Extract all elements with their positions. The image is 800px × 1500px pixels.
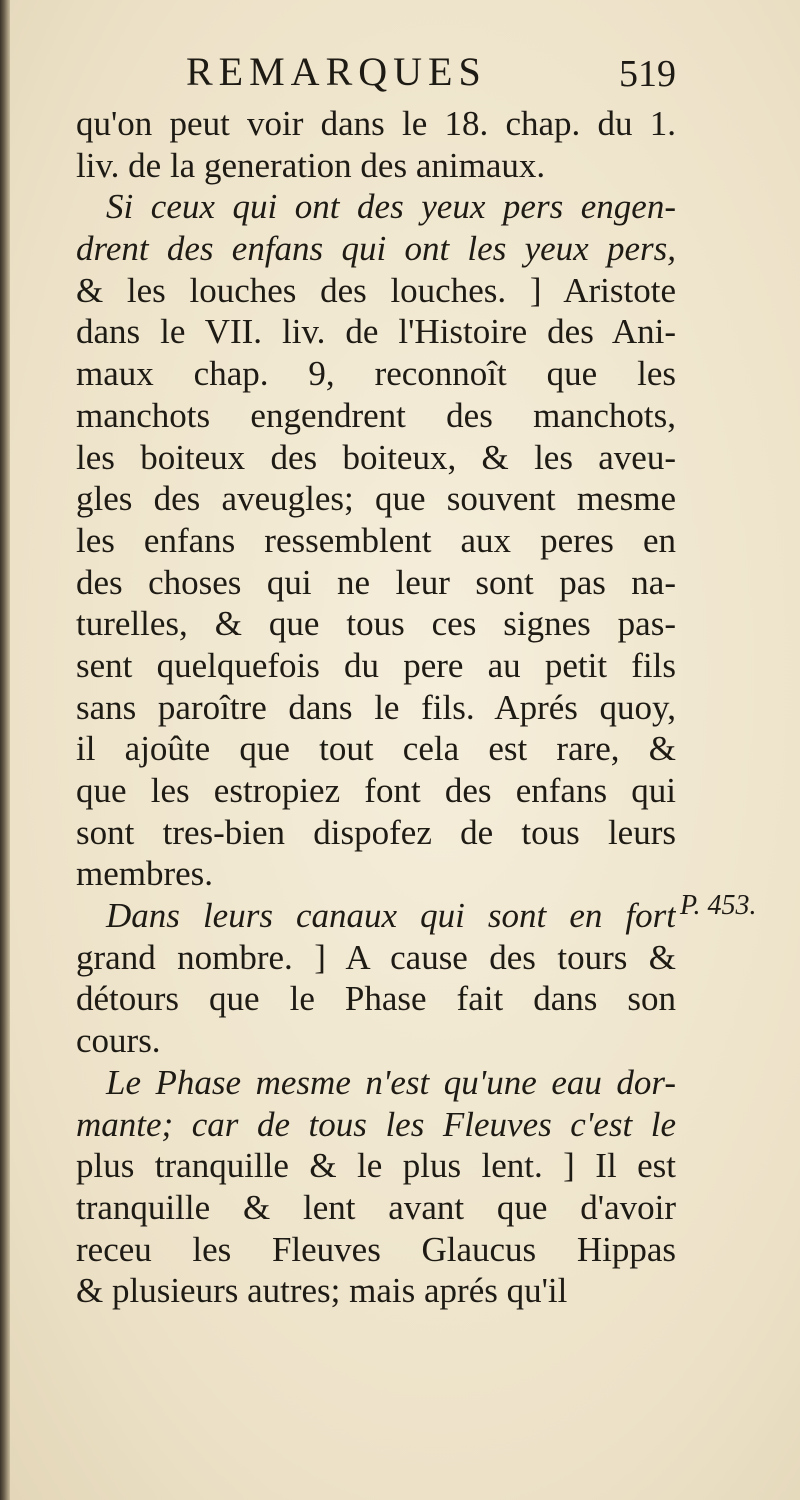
text-line: détours que le Phase fait dans son	[76, 979, 676, 1019]
text-line: grand nombre. ] A cause des tours &	[76, 937, 676, 977]
margin-note: P. 453.	[680, 890, 757, 921]
text-line: des choses qui ne leur sont pas na-	[76, 562, 676, 602]
text-line: dans le VII. liv. de l'Histoire des Ani-	[76, 312, 676, 352]
text-line: sans paroître dans le fils. Aprés quoy,	[76, 687, 676, 727]
text-line: cours.	[76, 1021, 161, 1061]
binding-gutter	[0, 0, 10, 1500]
text-line: manchots engendrent des manchots,	[76, 395, 676, 435]
text-line: que les estropiez font des enfans qui	[76, 771, 676, 810]
page-header	[76, 44, 676, 104]
text-line: gles des aveugles; que souvent mesme	[76, 479, 676, 519]
text-line: les enfans ressemblent aux peres en	[76, 520, 676, 560]
text-line: il ajoûte que tout cela est rare, &	[76, 729, 676, 769]
running-head: REMARQUES	[186, 49, 487, 94]
page-number: 519	[619, 53, 676, 95]
text-line: qu'on peut voir dans le 18. chap. du 1.	[76, 104, 676, 143]
text-line: Si ceux qui ont des yeux pers engen-	[106, 187, 676, 227]
text-line: receu les Fleuves Glaucus Hippas	[76, 1229, 676, 1269]
text-line: & les louches des louches. ] Aristote	[76, 270, 676, 310]
text-line: membres.	[76, 854, 214, 894]
text-line: drent des enfans qui ont les yeux pers,	[76, 229, 676, 269]
text-line: tranquille & lent avant que d'avoir	[76, 1187, 676, 1227]
text-line: sent quelquefois du pere au petit fils	[76, 645, 676, 685]
text-line: & plusieurs autres; mais aprés qu'il	[76, 1271, 568, 1311]
text-line: Le Phase mesme n'est qu'une eau dor-	[106, 1062, 676, 1102]
text-line: plus tranquille & le plus lent. ] Il est	[76, 1146, 676, 1186]
text-line: turelles, & que tous ces signes pas-	[76, 604, 676, 644]
text-line: les boiteux des boiteux, & les aveu-	[76, 437, 676, 477]
text-line: maux chap. 9, reconnoît que les	[76, 354, 676, 394]
text-block	[76, 104, 676, 1313]
text-line: Dans leurs canaux qui sont en fort	[106, 896, 676, 936]
text-line: liv. de la generation des animaux.	[76, 145, 546, 185]
text-line: mante; car de tous les Fleuves c'est le	[76, 1104, 676, 1144]
text-line: sont tres-bien dispofez de tous leurs	[76, 812, 676, 852]
